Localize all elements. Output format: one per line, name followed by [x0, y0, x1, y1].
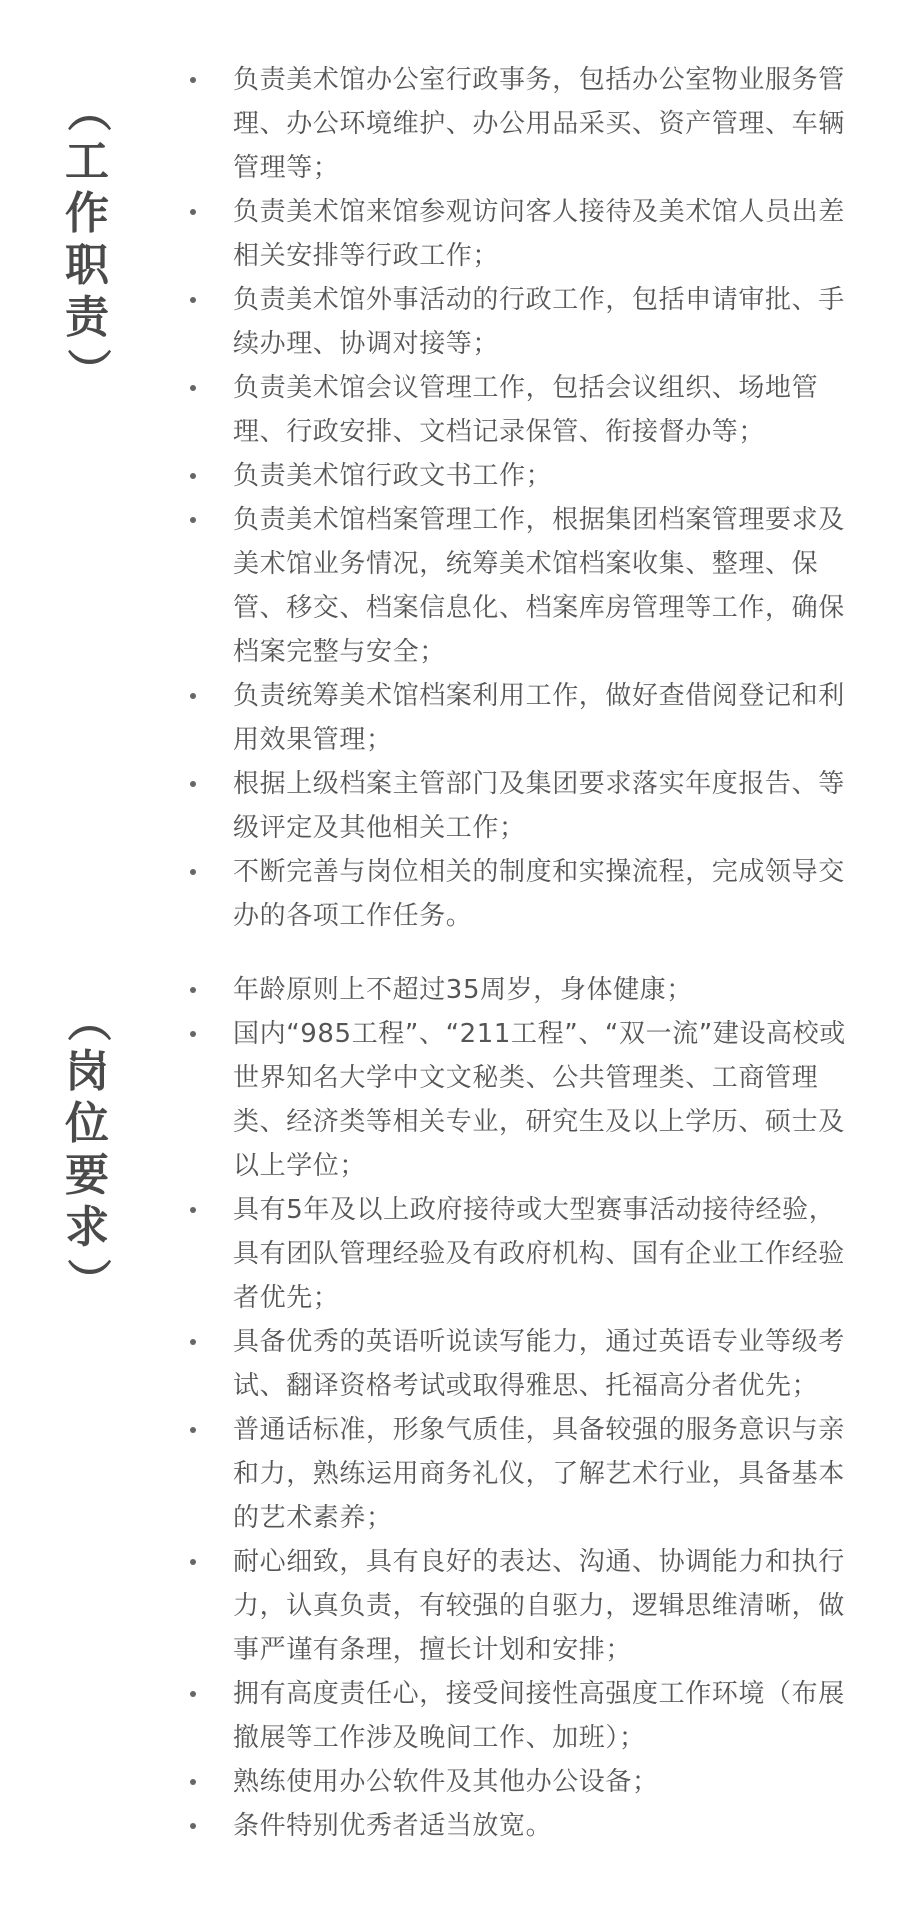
job-duties-heading [52, 84, 122, 396]
duty-item-text: 负责美术馆档案管理工作，根据集团档案管理要求及美术馆业务情况，统筹美术馆档案收集、整理、保管、移交、档案信息化、档案库房管理等工作，确保档案完整与安全； [233, 505, 845, 667]
requirement-item-text: 熟练使用办公软件及其他办公设备； [233, 1767, 659, 1797]
duty-item-text: 负责统筹美术馆档案利用工作，做好查借阅登记和利用效果管理； [233, 681, 845, 755]
job-requirements-heading [52, 994, 122, 1306]
duty-item-text: 负责美术馆会议管理工作，包括会议组织、场地管理、行政安排、文档记录保管、衔接督办等； [233, 373, 819, 447]
duty-item [210, 498, 858, 674]
duty-item-text: 负责美术馆办公室行政事务，包括办公室物业服务管理、办公环境维护、办公用品采买、资产管理、车辆管理等； [233, 65, 845, 183]
heading-open-paren: （ [62, 998, 113, 1042]
requirement-item-text: 耐心细致，具有良好的表达、沟通、协调能力和执行力，认真负责，有较强的自驱力，逻辑思维清晰，做事严谨有条理，擅长计划和安排； [233, 1547, 845, 1665]
requirement-item [210, 1672, 858, 1760]
duty-item [210, 674, 858, 762]
duty-item-text: 负责美术馆来馆参观访问客人接待及美术馆人员出差相关安排等行政工作； [233, 197, 845, 271]
requirement-item [210, 1012, 858, 1188]
duty-item-text: 负责美术馆外事活动的行政工作，包括申请审批、手续办理、协调对接等； [233, 285, 845, 359]
duty-item [210, 850, 858, 938]
requirement-item-text: 具备优秀的英语听说读写能力，通过英语专业等级考试、翻译资格考试或取得雅思、托福高分者优先； [233, 1327, 845, 1401]
requirement-item [210, 1804, 858, 1848]
duty-item [210, 366, 858, 454]
requirement-item [210, 1540, 858, 1672]
heading-close-paren: ） [62, 1258, 113, 1302]
duty-item [210, 454, 858, 498]
job-duties-list [210, 58, 858, 938]
requirement-item-text: 普通话标准，形象气质佳，具备较强的服务意识与亲和力，熟练运用商务礼仪，了解艺术行业，具备基本的艺术素养； [233, 1415, 845, 1533]
heading-char: 求 [65, 1202, 109, 1253]
requirement-item [210, 1188, 858, 1320]
job-requirements-list [210, 968, 858, 1848]
requirement-item-text: 年龄原则上不超过35周岁，身体健康； [233, 975, 693, 1005]
heading-char: 责 [65, 292, 109, 343]
heading-char: 作 [65, 188, 109, 239]
duty-item [210, 190, 858, 278]
requirement-item [210, 1760, 858, 1804]
duty-item [210, 58, 858, 190]
heading-char: 位 [65, 1098, 109, 1149]
requirement-item [210, 1320, 858, 1408]
requirement-item [210, 1408, 858, 1540]
heading-char: 要 [65, 1150, 109, 1201]
duty-item [210, 762, 858, 850]
heading-char: 工 [65, 136, 109, 187]
heading-open-paren: （ [62, 88, 113, 132]
requirement-item-text: 国内“985工程”、“211工程”、“双一流”建设高校或世界知名大学中文文秘类、公共管理类、工商管理类、经济类等相关专业，研究生及以上学历、硕士及以上学位； [233, 1019, 846, 1181]
duty-item-text: 负责美术馆行政文书工作； [233, 461, 553, 491]
heading-char: 职 [65, 240, 109, 291]
duty-item-text: 根据上级档案主管部门及集团要求落实年度报告、等级评定及其他相关工作； [233, 769, 845, 843]
requirement-item-text: 拥有高度责任心，接受间接性高强度工作环境（布展撤展等工作涉及晚间工作、加班）； [233, 1679, 845, 1753]
requirement-item-text: 具有5年及以上政府接待或大型赛事活动接待经验，具有团队管理经验及有政府机构、国有企业工作经验者优先； [233, 1195, 845, 1313]
heading-char: 岗 [65, 1046, 109, 1097]
duty-item [210, 278, 858, 366]
requirement-item-text: 条件特别优秀者适当放宽。 [233, 1811, 553, 1841]
heading-close-paren: ） [62, 348, 113, 392]
duty-item-text: 不断完善与岗位相关的制度和实操流程，完成领导交办的各项工作任务。 [233, 857, 845, 931]
requirement-item [210, 968, 858, 1012]
